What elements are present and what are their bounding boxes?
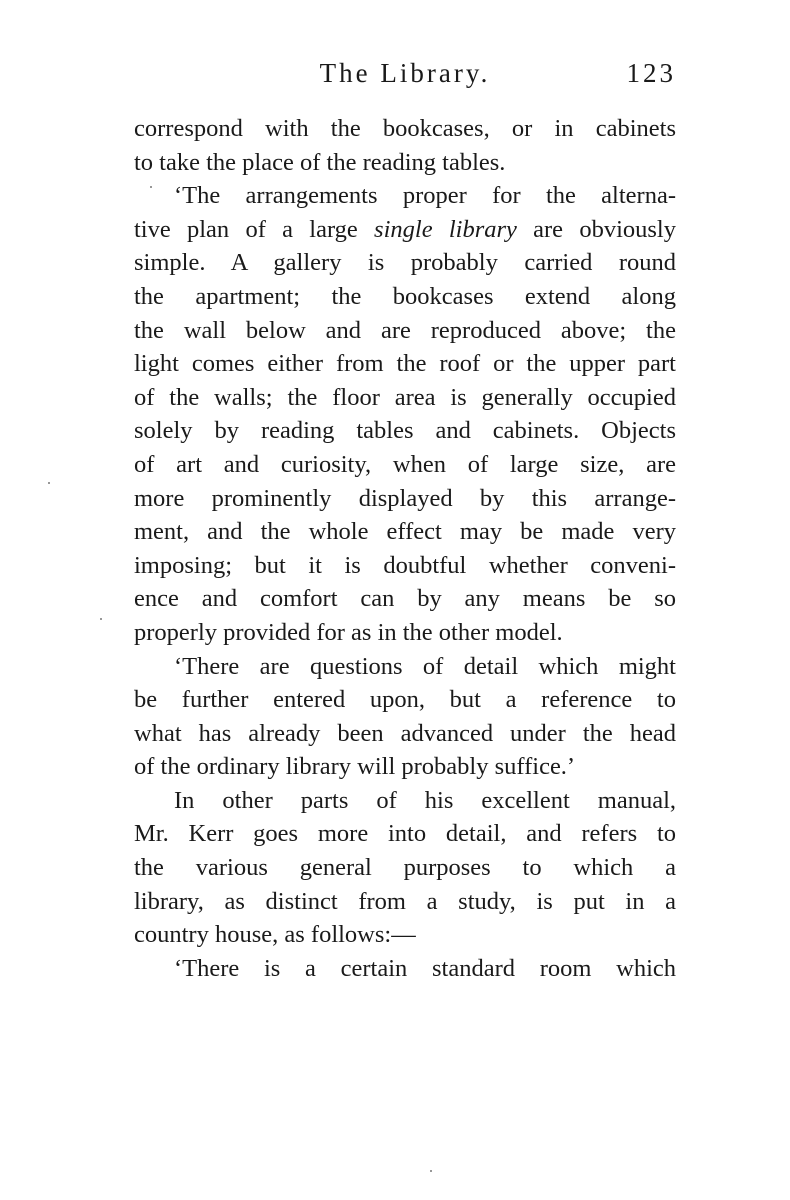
paper-speck: [100, 618, 102, 620]
running-head: [134, 58, 676, 98]
text-line: of the ordinary library will probably suffice.’: [134, 753, 576, 781]
text-line: light comes either from the roof or the upper part: [134, 350, 676, 378]
text-line: of the walls; the floor area is generally occupied: [134, 383, 676, 411]
text-line: library, as distinct from a study, is put in a: [134, 887, 676, 915]
body-text: [134, 112, 676, 985]
text-line: ‘There are questions of detail which might: [174, 652, 676, 680]
paper-speck: [430, 1170, 432, 1172]
text-line: ‘There is a certain standard room which: [174, 954, 676, 982]
text-line: correspond with the bookcases, or in cabinets: [134, 115, 676, 142]
italic-phrase: single library: [374, 215, 517, 243]
running-title: The Library.: [319, 58, 491, 88]
text-line: more prominently displayed by this arrange-: [134, 484, 676, 512]
text-line: ence and comfort can by any means be so: [134, 585, 676, 613]
text-line: solely by reading tables and cabinets. Objects: [134, 417, 676, 445]
text-line: of art and curiosity, when of large size, are: [134, 450, 676, 478]
text-line: ‘The arrangements proper for the alterna-: [174, 182, 676, 210]
text-line: In other parts of his excellent manual,: [174, 786, 676, 814]
text-line: to take the place of the reading tables.: [134, 148, 506, 176]
paper-speck: [150, 186, 152, 188]
text-line: simple. A gallery is probably carried round: [134, 249, 676, 277]
page-number: 123: [626, 58, 676, 88]
text-line: what has already been advanced under the head: [134, 719, 676, 747]
text-line: be further entered upon, but a reference to: [134, 686, 676, 714]
text-line: properly provided for as in the other model.: [134, 618, 563, 646]
text-line: ment, and the whole effect may be made very: [134, 518, 676, 546]
text-segment: are obviously: [516, 215, 676, 243]
text-line: the apartment; the bookcases extend along: [134, 282, 676, 310]
text-line: the wall below and are reproduced above; the: [134, 316, 676, 344]
text-line: country house, as follows:—: [134, 921, 416, 949]
text-line: imposing; but it is doubtful whether conveni-: [134, 551, 676, 579]
text-segment: tive plan of a large: [134, 215, 375, 243]
text-line: the various general purposes to which a: [134, 854, 676, 882]
text-line: Mr. Kerr goes more into detail, and refers to: [134, 820, 676, 848]
paper-speck: [48, 482, 50, 484]
text-line: [134, 213, 676, 247]
